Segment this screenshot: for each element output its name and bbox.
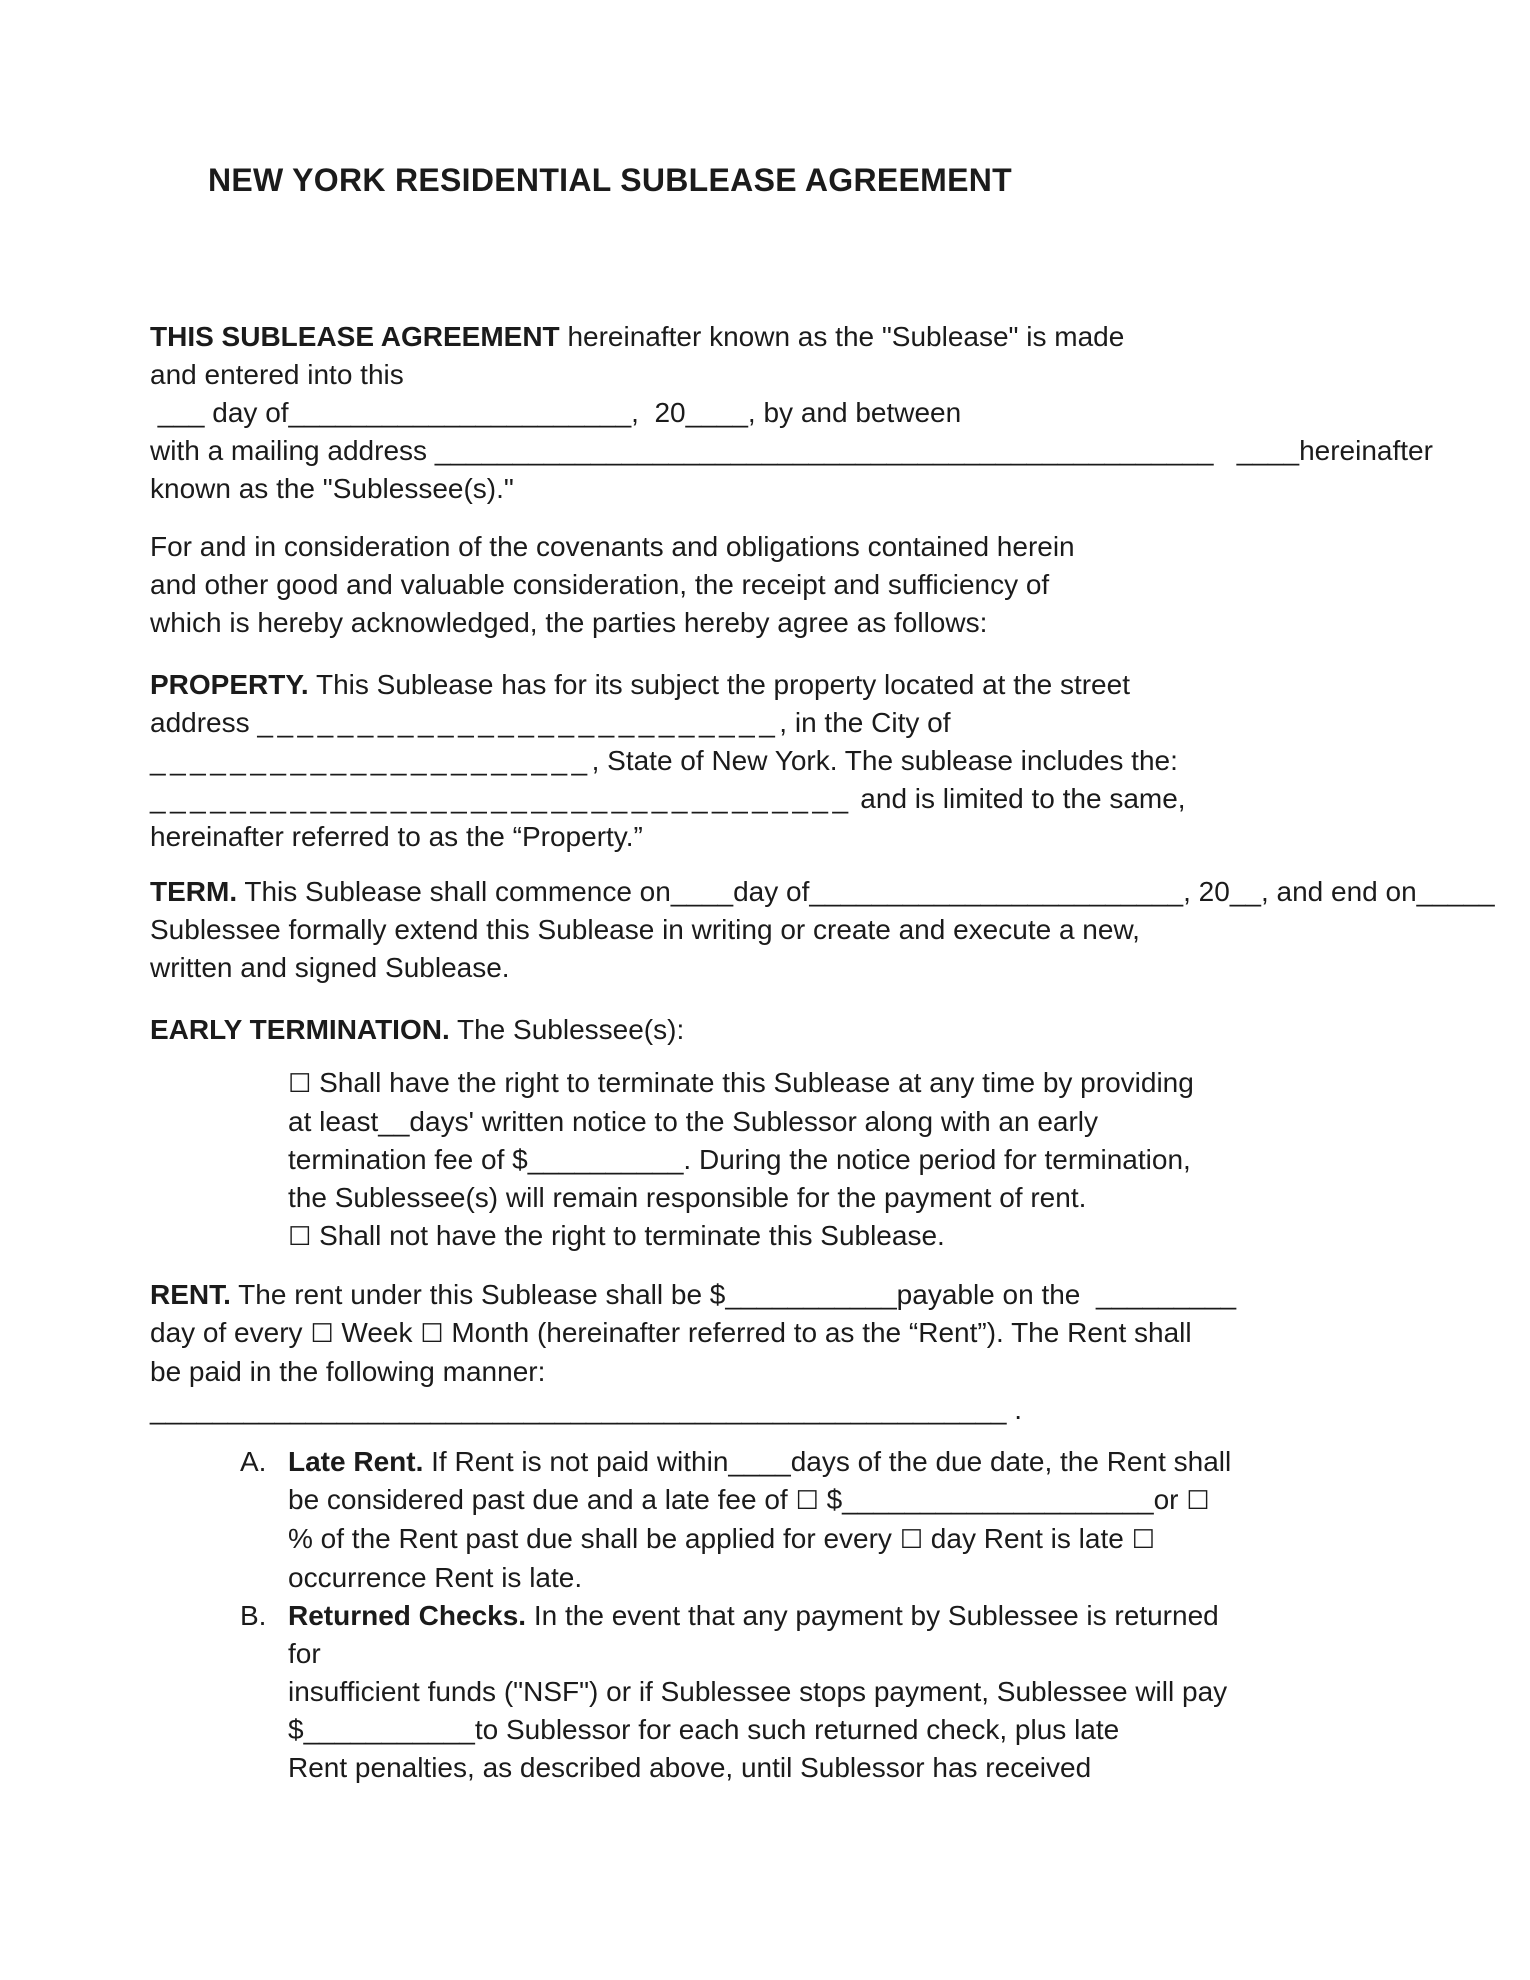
consideration-line-3: which is hereby acknowledged, the parties hereby agree as follows: — [150, 607, 988, 638]
rent-line-2-text: day of every — [150, 1317, 311, 1348]
intro-line-1 — [150, 318, 1433, 356]
early-termination-line — [150, 1011, 684, 1049]
late-rent-line-3 — [288, 1520, 1231, 1559]
rent-manner-line — [150, 1391, 1236, 1429]
property-line-4 — [150, 780, 1186, 818]
property-line-5: hereinafter referred to as the “Property.” — [150, 821, 643, 852]
returned-checks-line-3: insufficient funds ("NSF") or if Sublessee stops payment, Sublessee will pay — [288, 1676, 1228, 1707]
intro-line-4-tail: ____hereinafter — [1213, 435, 1433, 466]
early-termination-label: EARLY TERMINATION. — [150, 1014, 450, 1045]
rent-label: RENT. — [150, 1279, 231, 1310]
late-rent-text-2: be considered past due and a late fee of — [288, 1484, 796, 1515]
intro-bold: THIS SUBLEASE AGREEMENT — [150, 321, 560, 352]
term-label: TERM. — [150, 876, 238, 907]
list-label-a: A. — [240, 1446, 267, 1477]
page-title: NEW YORK RESIDENTIAL SUBLEASE AGREEMENT — [207, 162, 1013, 198]
returned-checks-label: Returned Checks. — [288, 1600, 527, 1631]
option-terminate-line-3: termination fee of $__________. During the notice period for termination, — [288, 1144, 1191, 1175]
option-terminate-line-2: at least__days' written notice to the Sublessor along with an early — [288, 1106, 1099, 1137]
early-termination-options — [288, 1064, 1194, 1256]
mailing-address-blank: __________________________________________________ — [434, 435, 1214, 466]
intro-line-4-text: with a mailing address — [150, 435, 435, 466]
late-fee-percent-checkbox[interactable]: ☐ — [1186, 1486, 1210, 1516]
option-no-terminate-line — [288, 1217, 1194, 1256]
late-rent-text-1: If Rent is not paid within____days of the due date, the Rent shall — [423, 1446, 1232, 1477]
property-line-2-text: address — [150, 707, 258, 738]
returned-checks-line-5: Rent penalties, as described above, until Sublessor has received — [288, 1752, 1092, 1783]
option-terminate-text-1: Shall have the right to terminate this Sublease at any time by providing — [311, 1067, 1194, 1098]
intro-line-5: known as the "Sublessee(s)." — [150, 473, 514, 504]
rent-line-1-text: The rent under this Sublease shall be $___________payable on the _________ — [230, 1279, 1237, 1310]
late-rent-text-3: % of the Rent past due shall be applied for every — [288, 1523, 900, 1554]
property-line-3-text: , State of New York. The sublease includes the: — [591, 745, 1178, 776]
property-line-4-text: and is limited to the same, — [852, 783, 1186, 814]
no-terminate-checkbox[interactable]: ☐ — [288, 1222, 312, 1252]
late-rent-line-4: occurrence Rent is late. — [288, 1562, 583, 1593]
intro-line-2: and entered into this — [150, 359, 404, 390]
term-line-3: written and signed Sublease. — [150, 952, 510, 983]
late-fee-dollar-blank: $____________________or — [818, 1484, 1187, 1515]
week-checkbox[interactable]: ☐ — [310, 1319, 334, 1349]
property-line-2-tail: , in the City of — [779, 707, 951, 738]
consideration-paragraph — [150, 528, 1075, 642]
term-line-1-text: This Sublease shall commence on____day of________________________, 20__, and end on_____ — [237, 876, 1495, 907]
property-line-2 — [150, 704, 1186, 742]
consideration-line-2: and other good and valuable consideration, the receipt and sufficiency of — [150, 569, 1050, 600]
early-termination-heading — [150, 1011, 684, 1049]
early-termination-text: The Sublessee(s): — [449, 1014, 685, 1045]
month-checkbox[interactable]: ☐ — [420, 1319, 444, 1349]
returned-checks-line-4: $___________to Sublessor for each such returned check, plus late — [288, 1714, 1120, 1745]
property-line-3 — [150, 742, 1186, 780]
rent-line-1 — [150, 1276, 1236, 1314]
property-paragraph — [150, 666, 1186, 856]
week-label: Week — [333, 1317, 421, 1348]
late-fee-dollar-checkbox[interactable]: ☐ — [795, 1486, 819, 1516]
payment-manner-blank: _______________________________________________________ — [150, 1394, 1007, 1425]
list-label-b: B. — [240, 1600, 267, 1631]
per-occurrence-checkbox[interactable]: ☐ — [1131, 1525, 1155, 1555]
per-day-checkbox[interactable]: ☐ — [899, 1525, 924, 1555]
late-rent-line-1 — [240, 1443, 1232, 1481]
option-terminate-line-4: the Sublessee(s) will remain responsible for the payment of rent. — [288, 1182, 1087, 1213]
rent-manner-period: . — [1006, 1394, 1023, 1425]
property-line-1-text: This Sublease has for its subject the property located at the street — [308, 669, 1130, 700]
city-blank: ______________________ — [150, 745, 592, 776]
term-line-2: Sublessee formally extend this Sublease in writing or create and execute a new, — [150, 914, 1140, 945]
property-label: PROPERTY. — [150, 669, 309, 700]
option-no-terminate-text: Shall not have the right to terminate this Sublease. — [311, 1220, 945, 1251]
month-label-and-rest: Month (hereinafter referred to as the “Rent”). The Rent shall — [443, 1317, 1192, 1348]
returned-checks-line-2: for — [288, 1638, 321, 1669]
intro-paragraph — [150, 318, 1433, 508]
rent-line-3: be paid in the following manner: — [150, 1356, 546, 1387]
intro-line-3: ___ day of______________________, 20____, by and between — [150, 397, 962, 428]
late-rent-label: Late Rent. — [288, 1446, 424, 1477]
late-rent-text-3b: day Rent is late — [923, 1523, 1132, 1554]
property-line-1 — [150, 666, 1186, 704]
option-terminate-line-1 — [288, 1064, 1194, 1103]
late-rent-line-2 — [288, 1481, 1231, 1520]
clauses-list — [240, 1443, 1232, 1787]
term-paragraph — [150, 873, 1495, 987]
includes-blank: ___________________________________ — [150, 783, 853, 814]
street-address-blank: __________________________ — [257, 707, 780, 738]
returned-checks-text-1: In the event that any payment by Sublessee is returned — [526, 1600, 1219, 1631]
intro-line-4 — [150, 432, 1433, 470]
term-line-1 — [150, 873, 1495, 911]
rent-line-2 — [150, 1314, 1236, 1353]
terminate-right-checkbox[interactable]: ☐ — [288, 1069, 312, 1099]
consideration-line-1: For and in consideration of the covenants and obligations contained herein — [150, 531, 1075, 562]
rent-paragraph — [150, 1276, 1236, 1429]
intro-line-1-text: hereinafter known as the "Sublease" is made — [559, 321, 1125, 352]
returned-checks-line-1 — [240, 1597, 1231, 1635]
